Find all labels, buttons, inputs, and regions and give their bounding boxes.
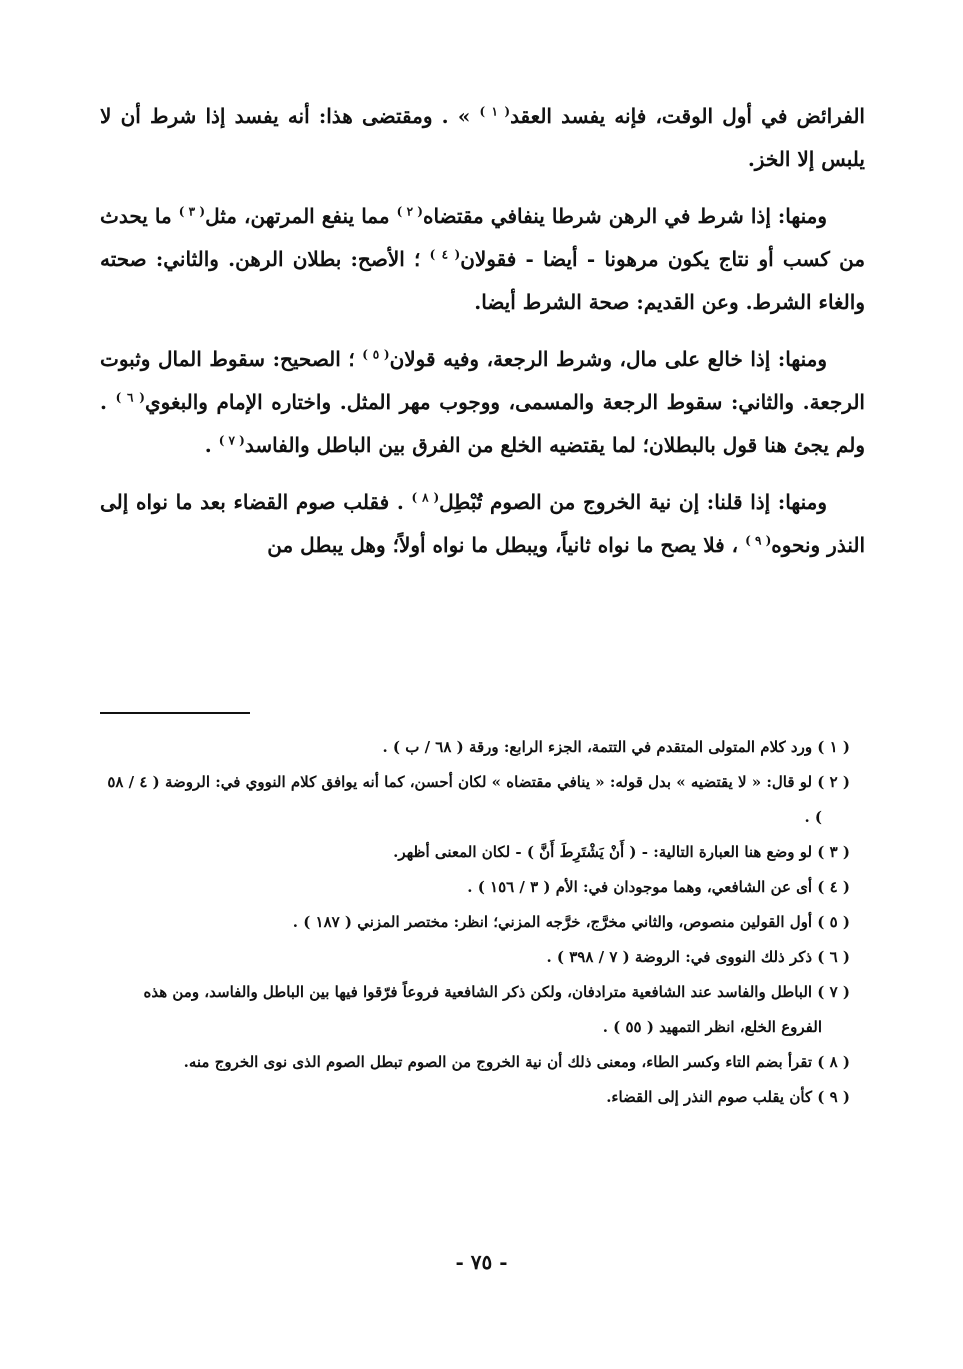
text-run: ومنها: إذا شرط في الرهن شرطا ينفافي مقتضاه [422, 204, 828, 228]
text-run: . فقلب صوم القضاء بعد ما نواه إلى النذر ونحوه [100, 490, 865, 557]
paragraph-2 [100, 195, 865, 324]
paragraph-1 [100, 95, 865, 181]
footnote-ref-3[interactable]: ( ٣ ) [178, 204, 206, 219]
text-run: مما ينفع المرتهن، مثل [205, 204, 397, 228]
footnote-ref-7[interactable]: ( ٧ ) [218, 433, 245, 448]
text-run: ومنها: إذا خالع على مال، وشرط الرجعة، وفيه قولان [389, 347, 828, 371]
footnote-ref-4[interactable]: ( ٤ ) [429, 247, 461, 262]
footnote-7: ( ٧ ) الباطل والفاسد عند الشافعية مترادفان، ولكن ذكر الشافعية فروعاً فرّقوا فيها بين الباطل والفاسد، ومن هذه الفروع الخلع، انظر التمهيد ( ٥٥ ) . [143, 983, 850, 1036]
main-text [100, 95, 865, 1305]
footnote-2: ( ٢ ) لو قال: « لا يقتضيه » بدل قوله: « ينافي مقتضاه » لكان أحسن، كما أنه يوافق كلام النووي في: الروضة ( ٤ / ٥٨ ) . [107, 773, 850, 826]
footnote-1: ( ١ ) ورد كلام المتولى المتقدم في التتمة، الجزء الرابع: ورقة ( ٦٨ / ب ) . [382, 738, 850, 756]
footnote-3: ( ٣ ) لو وضع هنا العبارة التالية: - ( أَنْ يَشْتَرِطَ أَنَّ ) - لكان المعنى أظهر. [393, 843, 850, 861]
text-run: ؛ الصحيح: سقوط المال وثبوت الرجعة. والثاني: سقوط الرجعة والمسمى، ووجوب مهر المثل. واختاره الإمام والبغوي [100, 347, 865, 414]
text-run: ومنها: إذا قلنا: إن نية الخروج من الصوم تُبْطِل [439, 490, 828, 514]
footnote-ref-9[interactable]: ( ٩ ) [745, 533, 772, 548]
footnote-9: ( ٩ ) كأن يقلب صوم النذر إلى القضاء. [606, 1088, 850, 1106]
paragraph-4 [100, 481, 865, 567]
footnote-ref-5[interactable]: ( ٥ ) [362, 347, 390, 362]
footnote-4: ( ٤ ) أى عن الشافعي، وهما موجودان في: الأم ( ٣ / ١٥٦ ) . [467, 878, 850, 896]
footnote-divider [100, 712, 250, 714]
text-run: . [204, 433, 219, 457]
footnote-ref-6[interactable]: ( ٦ ) [115, 390, 145, 405]
text-run: ؛ الأصح: بطلان الرهن. والثاني: صحته والغاء الشرط. وعن القديم: صحة الشرط أيضا. [100, 247, 865, 314]
footnote-5: ( ٥ ) أول القولين منصوص، والثاني مخرَّج، خرَّجه المزني؛ انظر: مختصر المزني ( ١٨٧ ) . [292, 913, 850, 931]
footnote-6: ( ٦ ) ذكر ذلك النووى في: الروضة ( ٧ / ٣٩٨ ) . [546, 948, 850, 966]
footnote-ref-8[interactable]: ( ٨ ) [411, 490, 440, 505]
footnote-ref-1[interactable]: ( ١ ) [479, 104, 511, 119]
text-run: . ولم يجئ هنا قول بالبطلان؛ لما يقتضيه الخلع من الفرق بين الباطل والفاسد [100, 390, 865, 457]
text-run: » . ومقتضى هذا: أنه يفسد إذا شرط أن لا يلبس إلا الخز. [100, 104, 865, 171]
text-run: ما يحدث من كسب أو نتاج يكون مرهونا - أيضا - فقولان [100, 204, 866, 271]
text-run: ، فلا يصح ما نواه ثانياً، ويبطل ما نواه أولاً؛ وهل يبطل من [267, 533, 746, 557]
footnote-8: ( ٨ ) تقرأ بضم التاء وكسر الطاء، ومعنى ذلك أن نية الخروج من الصوم تبطل الصوم الذى نوى الخروج منه. [183, 1053, 850, 1071]
footnotes-section [100, 730, 850, 1115]
paragraph-3 [100, 338, 865, 467]
page-number: - ٧٥ - [455, 1250, 508, 1274]
footnote-ref-2[interactable]: ( ٢ ) [396, 204, 423, 219]
text-run: الفرائض في أول الوقت، فإنه يفسد العقد [510, 104, 865, 128]
